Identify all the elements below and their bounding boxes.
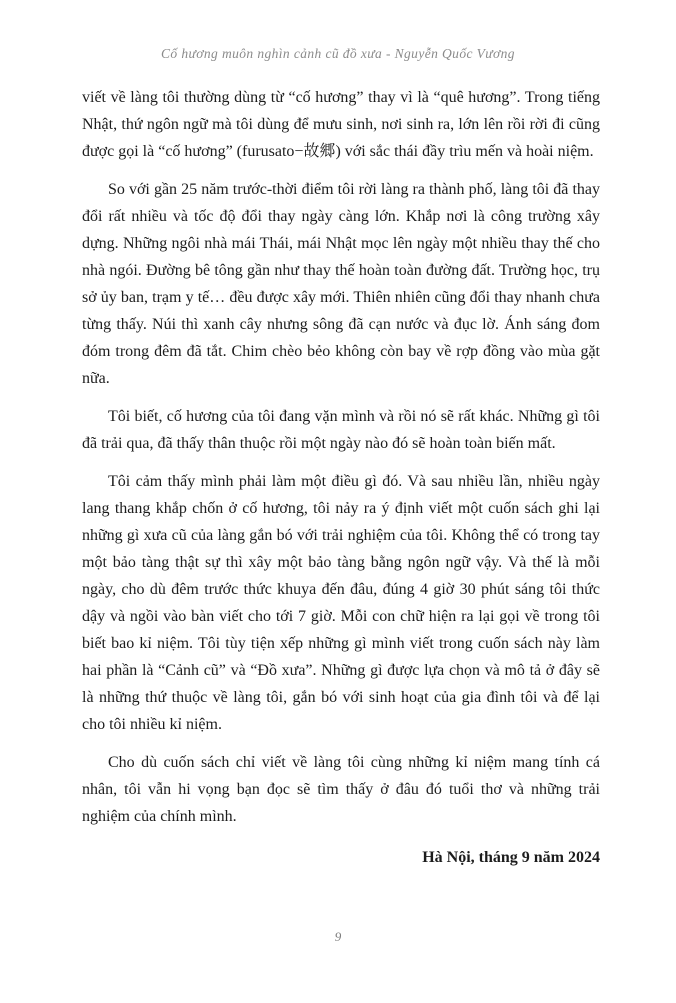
paragraph: Tôi biết, cố hương của tôi đang vặn mình và rồi nó sẽ rất khác. Những gì tôi đã trải qua, đã thấy thân thuộc rồi một ngày nào đó sẽ hoàn toàn biến mất. [82, 408, 600, 452]
paragraph: Tôi cảm thấy mình phải làm một điều gì đó. Và sau nhiều lần, nhiều ngày lang thang khắp chốn ở cố hương, tôi nảy ra ý định viết một cuốn sách ghi lại những gì xưa cũ của làng gắn bó với trải nghiệm của tôi. Không thể có trong tay một bảo tàng thật sự thì xây một bảo tàng bằng ngôn ngữ vậy. Và thế là mỗi ngày, cho dù đêm trước thức khuya đến đâu, đúng 4 giờ 30 phút sáng tôi thức dậy và ngồi vào bàn viết cho tới 7 giờ. Mỗi con chữ hiện ra lại gọi về trong tôi biết bao kỉ niệm. Tôi tùy tiện xếp những gì mình viết trong cuốn sách này làm hai phần là “Cảnh cũ” và “Đồ xưa”. Những gì được lựa chọn và mô tả ở đây sẽ là những thứ thuộc về làng tôi, gắn bó với sinh hoạt của gia đình tôi và để lại cho tôi nhiều kỉ niệm. [82, 473, 600, 733]
paragraph: viết về làng tôi thường dùng từ “cố hương” thay vì là “quê hương”. Trong tiếng Nhật, thứ ngôn ngữ mà tôi dùng để mưu sinh, nơi sinh ra, lớn lên rồi rời đi cũng được gọi là “cố hương” (furusato−故郷) với sắc thái đầy trìu mến và hoài niệm. [82, 89, 600, 160]
running-header: Cố hương muôn nghìn cảnh cũ đồ xưa - Nguyễn Quốc Vương [161, 46, 515, 61]
page-number: 9 [334, 929, 342, 944]
paragraph: So với gần 25 năm trước-thời điểm tôi rời làng ra thành phố, làng tôi đã thay đổi rất nhiều và tốc độ đổi thay ngày càng lớn. Khắp nơi là công trường xây dựng. Những ngôi nhà mái Thái, mái Nhật mọc lên ngày một nhiều thay thế cho nhà ngói. Đường bê tông gần như thay thế hoàn toàn đường đất. Trường học, trụ sở ủy ban, trạm y tế… đều được xây mới. Thiên nhiên cũng đổi thay nhanh chưa từng thấy. Núi thì xanh cây nhưng sông đã cạn nước và đục lờ. Ánh sáng đom đóm trong đêm đã tắt. Chim chèo bẻo không còn bay về rợp đồng vào mùa gặt nữa. [82, 181, 600, 387]
page-body [82, 84, 600, 871]
paragraph: Cho dù cuốn sách chỉ viết về làng tôi cùng những kỉ niệm mang tính cá nhân, tôi vẫn hi vọng bạn đọc sẽ tìm thấy ở đâu đó tuổi thơ và những trải nghiệm của chính mình. [82, 754, 600, 825]
date-signature: Hà Nội, tháng 9 năm 2024 [422, 849, 600, 866]
